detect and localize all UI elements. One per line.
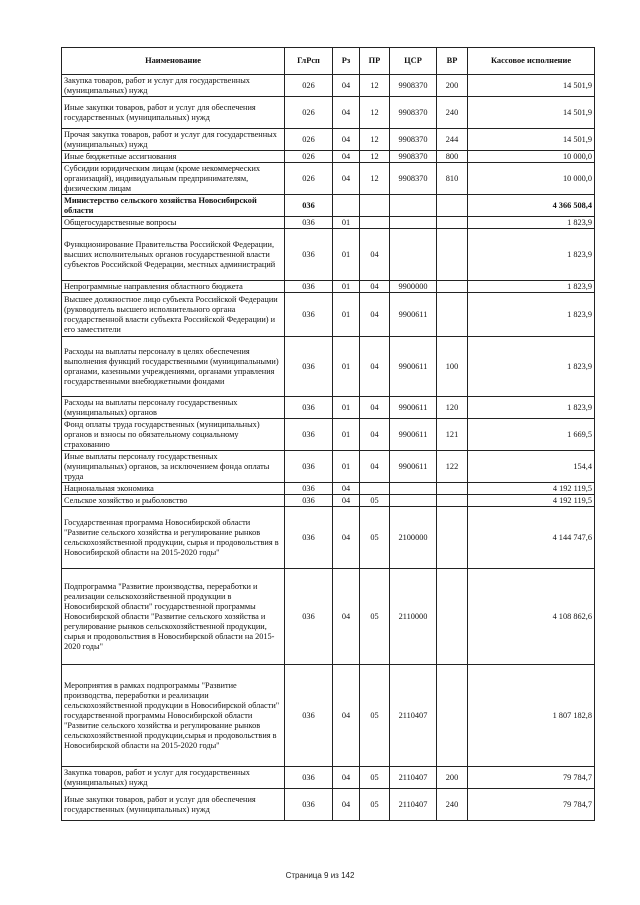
cell-name: Иные закупки товаров, работ и услуг для обеспечения государственных (муниципальных) нужд [62, 789, 285, 821]
header-name: Наименование [62, 48, 285, 75]
cell-csr [390, 495, 437, 507]
table-row [62, 281, 595, 293]
cell-amount: 4 108 862,6 [468, 569, 595, 665]
cell-rz: 04 [333, 507, 360, 569]
cell-vr: 800 [437, 151, 468, 163]
table-row [62, 789, 595, 821]
table-row [62, 767, 595, 789]
cell-rz: 04 [333, 767, 360, 789]
cell-name: Национальная экономика [62, 483, 285, 495]
header-amount: Кассовое исполнение [468, 48, 595, 75]
cell-vr [437, 195, 468, 217]
cell-rz: 01 [333, 419, 360, 451]
cell-pr: 05 [360, 507, 390, 569]
cell-vr [437, 495, 468, 507]
cell-amount: 4 192 119,5 [468, 495, 595, 507]
cell-amount: 1 823,9 [468, 397, 595, 419]
budget-execution-table [61, 47, 595, 821]
table-row [62, 293, 595, 337]
cell-glrsp: 036 [285, 483, 333, 495]
cell-name: Фонд оплаты труда государственных (муниципальных) органов и взносы по обязательному социальному страхованию [62, 419, 285, 451]
table-row [62, 665, 595, 767]
cell-rz: 01 [333, 337, 360, 397]
cell-glrsp: 036 [285, 507, 333, 569]
cell-csr: 9908370 [390, 129, 437, 151]
cell-name: Мероприятия в рамках подпрограммы "Развитие производства, переработки и реализации сельскохозяйственной продукции в Новосибирской области" государственной программы Новосибирской области "Развитие сельского хозяйства и регулирование рынков сельскохозяйственной продукции,сырья и продовольствия в Новосибирской области на 2015-2020 годы" [62, 665, 285, 767]
cell-glrsp: 036 [285, 397, 333, 419]
cell-glrsp: 036 [285, 495, 333, 507]
cell-pr: 04 [360, 229, 390, 281]
cell-glrsp: 036 [285, 419, 333, 451]
cell-vr: 200 [437, 75, 468, 97]
cell-rz: 01 [333, 397, 360, 419]
cell-vr [437, 507, 468, 569]
cell-pr: 04 [360, 419, 390, 451]
header-glrsp: ГлРсп [285, 48, 333, 75]
cell-name: Непрограммные направления областного бюджета [62, 281, 285, 293]
cell-amount: 4 192 119,5 [468, 483, 595, 495]
cell-glrsp: 026 [285, 129, 333, 151]
cell-pr: 05 [360, 767, 390, 789]
cell-glrsp: 026 [285, 75, 333, 97]
cell-rz: 04 [333, 495, 360, 507]
header-rz: Рз [333, 48, 360, 75]
table-row [62, 75, 595, 97]
table-row [62, 97, 595, 129]
cell-amount: 4 366 508,4 [468, 195, 595, 217]
cell-glrsp: 036 [285, 789, 333, 821]
cell-csr [390, 195, 437, 217]
cell-rz: 01 [333, 293, 360, 337]
cell-amount: 1 669,5 [468, 419, 595, 451]
cell-glrsp: 026 [285, 97, 333, 129]
cell-vr [437, 217, 468, 229]
table-row [62, 397, 595, 419]
cell-csr: 2110407 [390, 767, 437, 789]
header-vr: ВР [437, 48, 468, 75]
cell-rz: 01 [333, 229, 360, 281]
cell-vr: 200 [437, 767, 468, 789]
cell-csr: 2110407 [390, 665, 437, 767]
cell-csr [390, 483, 437, 495]
cell-rz: 01 [333, 451, 360, 483]
cell-glrsp: 036 [285, 451, 333, 483]
cell-glrsp: 036 [285, 665, 333, 767]
cell-amount: 10 000,0 [468, 163, 595, 195]
cell-amount: 1 823,9 [468, 293, 595, 337]
cell-name: Подпрограмма "Развитие производства, переработки и реализации сельскохозяйственной продукции в Новосибирской области" государственной программы Новосибирской области "Развитие сельского хозяйства и регулирование рынков сельскохозяйственной продукции, сырья и продовольствия в Новосибирской области на 2015-2020 годы" [62, 569, 285, 665]
cell-vr: 240 [437, 789, 468, 821]
cell-glrsp: 036 [285, 337, 333, 397]
cell-glrsp: 036 [285, 767, 333, 789]
cell-vr: 100 [437, 337, 468, 397]
cell-rz: 04 [333, 129, 360, 151]
table-row [62, 569, 595, 665]
cell-name: Высшее должностное лицо субъекта Российской Федерации (руководитель высшего исполнительного органа государственной власти субъекта Российской Федерации) и его заместители [62, 293, 285, 337]
cell-pr: 04 [360, 293, 390, 337]
cell-name: Расходы на выплаты персоналу в целях обеспечения выполнения функций государственными (муниципальными) органами, казенными учреждениями, органами управления государственными внебюджетными фондами [62, 337, 285, 397]
cell-amount: 1 823,9 [468, 281, 595, 293]
cell-csr: 9900000 [390, 281, 437, 293]
cell-glrsp: 036 [285, 569, 333, 665]
cell-pr: 04 [360, 337, 390, 397]
cell-name: Закупка товаров, работ и услуг для государственных (муниципальных) нужд [62, 767, 285, 789]
table-header-row [62, 48, 595, 75]
table-row [62, 495, 595, 507]
cell-vr [437, 281, 468, 293]
cell-vr: 244 [437, 129, 468, 151]
cell-amount: 1 823,9 [468, 337, 595, 397]
cell-rz: 04 [333, 151, 360, 163]
cell-name: Субсидии юридическим лицам (кроме некоммерческих организаций), индивидуальным предпринимателям, физическим лицам [62, 163, 285, 195]
cell-pr: 12 [360, 163, 390, 195]
cell-rz: 01 [333, 281, 360, 293]
cell-pr: 12 [360, 75, 390, 97]
cell-vr: 121 [437, 419, 468, 451]
cell-pr: 04 [360, 281, 390, 293]
cell-pr: 04 [360, 451, 390, 483]
cell-csr: 9908370 [390, 97, 437, 129]
cell-amount: 1 823,9 [468, 217, 595, 229]
cell-name: Функционирование Правительства Российской Федерации, высших исполнительных органов государственной власти субъектов Российской Федерации, местных администраций [62, 229, 285, 281]
table-row [62, 419, 595, 451]
cell-pr: 05 [360, 569, 390, 665]
cell-csr: 9900611 [390, 337, 437, 397]
table-row [62, 507, 595, 569]
cell-csr: 9900611 [390, 397, 437, 419]
cell-csr: 2110407 [390, 789, 437, 821]
table-row [62, 451, 595, 483]
cell-pr: 12 [360, 97, 390, 129]
cell-name: Закупка товаров, работ и услуг для государственных (муниципальных) нужд [62, 75, 285, 97]
cell-pr: 05 [360, 789, 390, 821]
table-body [62, 75, 595, 821]
cell-rz: 04 [333, 483, 360, 495]
cell-amount: 14 501,9 [468, 129, 595, 151]
cell-vr: 120 [437, 397, 468, 419]
table-row [62, 229, 595, 281]
cell-csr: 2110000 [390, 569, 437, 665]
table-row [62, 483, 595, 495]
cell-amount: 14 501,9 [468, 75, 595, 97]
page-number: Страница 9 из 142 [285, 871, 355, 880]
cell-csr [390, 229, 437, 281]
cell-name: Общегосударственные вопросы [62, 217, 285, 229]
cell-pr [360, 195, 390, 217]
cell-amount: 14 501,9 [468, 97, 595, 129]
cell-pr: 12 [360, 129, 390, 151]
cell-pr: 05 [360, 665, 390, 767]
cell-csr: 9908370 [390, 151, 437, 163]
cell-pr [360, 217, 390, 229]
table-row [62, 217, 595, 229]
cell-amount: 154,4 [468, 451, 595, 483]
cell-name: Расходы на выплаты персоналу государственных (муниципальных) органов [62, 397, 285, 419]
cell-name: Иные выплаты персоналу государственных (муниципальных) органов, за исключением фонда оплаты труда [62, 451, 285, 483]
cell-rz [333, 195, 360, 217]
cell-name: Иные закупки товаров, работ и услуг для обеспечения государственных (муниципальных) нужд [62, 97, 285, 129]
cell-name: Государственная программа Новосибирской области "Развитие сельского хозяйства и регулирование рынков сельскохозяйственной продукции, сырья и продовольствия в Новосибирской области на 2015-2020 годы" [62, 507, 285, 569]
cell-amount: 4 144 747,6 [468, 507, 595, 569]
cell-rz: 04 [333, 163, 360, 195]
table-row [62, 195, 595, 217]
cell-rz: 04 [333, 75, 360, 97]
cell-name: Прочая закупка товаров, работ и услуг для государственных (муниципальных) нужд [62, 129, 285, 151]
cell-csr: 9908370 [390, 75, 437, 97]
cell-rz: 04 [333, 665, 360, 767]
cell-csr: 9900611 [390, 293, 437, 337]
cell-amount: 1 807 182,8 [468, 665, 595, 767]
cell-vr [437, 229, 468, 281]
cell-amount: 79 784,7 [468, 789, 595, 821]
cell-name: Сельское хозяйство и рыболовство [62, 495, 285, 507]
header-pr: ПР [360, 48, 390, 75]
table-row [62, 337, 595, 397]
cell-glrsp: 026 [285, 151, 333, 163]
cell-glrsp: 036 [285, 195, 333, 217]
cell-rz: 01 [333, 217, 360, 229]
cell-csr: 9908370 [390, 163, 437, 195]
cell-vr: 122 [437, 451, 468, 483]
table-row [62, 151, 595, 163]
header-csr: ЦСР [390, 48, 437, 75]
cell-glrsp: 036 [285, 293, 333, 337]
cell-pr: 04 [360, 397, 390, 419]
cell-glrsp: 036 [285, 229, 333, 281]
cell-amount: 1 823,9 [468, 229, 595, 281]
cell-glrsp: 036 [285, 217, 333, 229]
cell-vr: 810 [437, 163, 468, 195]
cell-vr [437, 569, 468, 665]
cell-vr [437, 293, 468, 337]
cell-pr [360, 483, 390, 495]
cell-vr [437, 665, 468, 767]
cell-glrsp: 036 [285, 281, 333, 293]
cell-amount: 10 000,0 [468, 151, 595, 163]
cell-vr [437, 483, 468, 495]
table-row [62, 129, 595, 151]
cell-csr: 9900611 [390, 451, 437, 483]
cell-vr: 240 [437, 97, 468, 129]
cell-rz: 04 [333, 789, 360, 821]
cell-csr: 9900611 [390, 419, 437, 451]
cell-rz: 04 [333, 569, 360, 665]
cell-csr [390, 217, 437, 229]
cell-pr: 05 [360, 495, 390, 507]
cell-rz: 04 [333, 97, 360, 129]
table-row [62, 163, 595, 195]
cell-pr: 12 [360, 151, 390, 163]
cell-name: Министерство сельского хозяйства Новосибирской области [62, 195, 285, 217]
cell-glrsp: 026 [285, 163, 333, 195]
cell-amount: 79 784,7 [468, 767, 595, 789]
cell-name: Иные бюджетные ассигнования [62, 151, 285, 163]
cell-csr: 2100000 [390, 507, 437, 569]
